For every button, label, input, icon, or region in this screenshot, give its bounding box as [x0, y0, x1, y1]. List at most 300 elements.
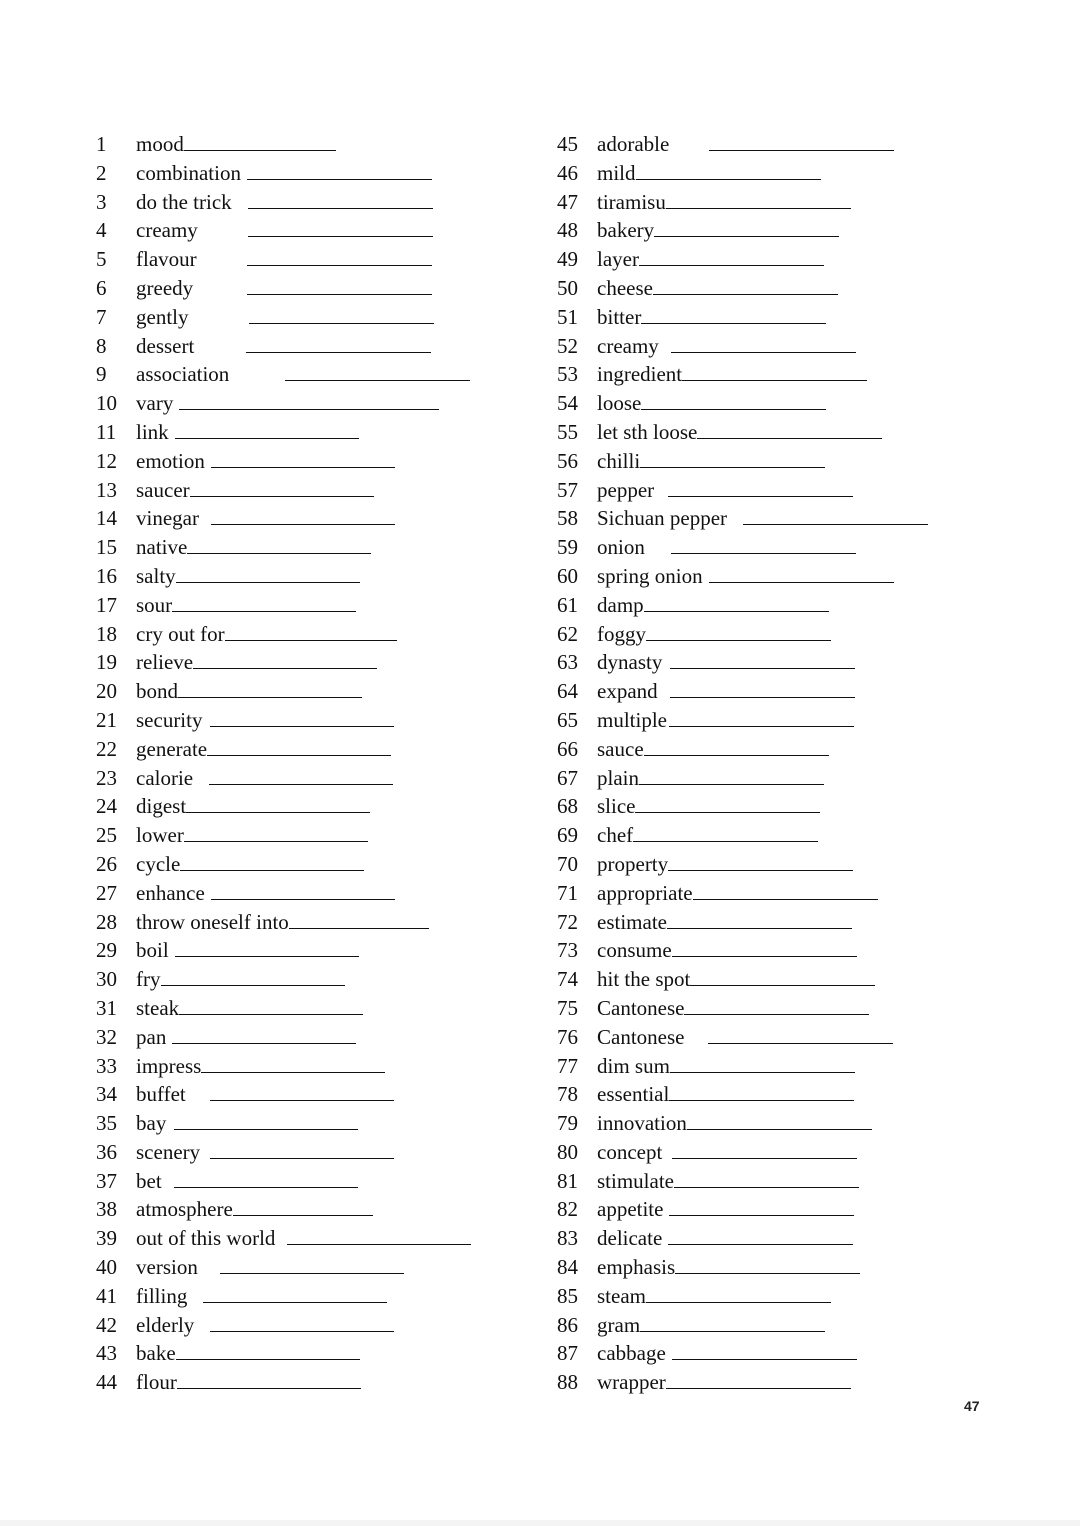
page-bottom-band — [0, 1520, 1080, 1526]
item-number: 14 — [96, 506, 117, 531]
answer-blank[interactable] — [639, 766, 824, 785]
answer-blank[interactable] — [203, 1284, 387, 1303]
vocab-row — [557, 879, 928, 908]
item-term: adorable — [597, 132, 670, 156]
answer-blank[interactable] — [210, 1140, 394, 1159]
item-number: 75 — [557, 995, 578, 1020]
item-term: damp — [597, 592, 644, 617]
item-number: 12 — [96, 448, 117, 473]
vocab-row — [557, 1167, 928, 1196]
vocab-row — [96, 994, 471, 1023]
item-number: 25 — [96, 823, 117, 848]
answer-blank[interactable] — [211, 881, 395, 900]
item-term: bond — [136, 679, 178, 704]
answer-blank[interactable] — [184, 132, 336, 151]
vocab-row — [96, 504, 471, 533]
item-number: 52 — [557, 333, 578, 358]
item-term: relieve — [136, 650, 194, 675]
item-term: wrapper — [597, 1370, 666, 1395]
vocab-row — [96, 821, 471, 850]
item-term: ingredient — [597, 362, 683, 387]
answer-blank[interactable] — [176, 564, 360, 583]
item-term: pan — [136, 1024, 167, 1049]
answer-blank[interactable] — [247, 276, 432, 295]
answer-blank[interactable] — [669, 1197, 854, 1216]
vocab-row — [557, 706, 928, 735]
answer-blank[interactable] — [644, 737, 829, 756]
vocab-row — [96, 216, 471, 245]
answer-blank[interactable] — [210, 708, 394, 727]
answer-blank[interactable] — [174, 1111, 358, 1130]
answer-blank[interactable] — [672, 938, 857, 957]
answer-blank[interactable] — [175, 420, 359, 439]
item-number: 76 — [557, 1024, 578, 1049]
answer-blank[interactable] — [175, 938, 359, 957]
item-number: 49 — [557, 247, 578, 272]
vocab-row — [96, 1023, 471, 1052]
answer-blank[interactable] — [210, 1313, 394, 1332]
item-term: saucer — [136, 477, 190, 502]
answer-blank[interactable] — [641, 391, 826, 410]
answer-blank[interactable] — [654, 218, 839, 237]
vocab-row — [557, 1368, 928, 1397]
vocab-row — [557, 216, 928, 245]
item-term: native — [136, 535, 188, 560]
item-number: 41 — [96, 1283, 117, 1308]
item-number: 38 — [96, 1197, 117, 1222]
vocab-row — [96, 965, 471, 994]
answer-blank[interactable] — [672, 1341, 857, 1360]
item-number: 82 — [557, 1197, 578, 1222]
item-term: chilli — [597, 448, 641, 473]
vocab-row — [557, 1023, 928, 1052]
answer-blank[interactable] — [674, 1169, 859, 1188]
item-number: 16 — [96, 563, 117, 588]
answer-blank[interactable] — [287, 1226, 471, 1245]
item-term: emotion — [136, 448, 205, 473]
item-number: 56 — [557, 448, 578, 473]
answer-blank[interactable] — [176, 1341, 360, 1360]
item-number: 71 — [557, 880, 578, 905]
item-term: onion — [597, 535, 645, 560]
item-term: hit the spot — [597, 967, 691, 992]
item-number: 22 — [96, 736, 117, 761]
vocab-row — [557, 130, 928, 159]
item-term: version — [136, 1255, 198, 1280]
answer-blank[interactable] — [233, 1197, 373, 1216]
item-number: 23 — [96, 765, 117, 790]
answer-blank[interactable] — [671, 334, 856, 353]
vocab-row — [96, 1138, 471, 1167]
vocab-row — [96, 620, 471, 649]
item-number: 42 — [96, 1312, 117, 1337]
answer-blank[interactable] — [670, 650, 855, 669]
item-term: bay — [136, 1111, 167, 1136]
item-term: slice — [597, 794, 636, 819]
vocab-row — [96, 706, 471, 735]
answer-blank[interactable] — [210, 1082, 394, 1101]
item-number: 8 — [96, 333, 107, 358]
item-term: out of this world — [136, 1226, 276, 1251]
vocab-row — [96, 1282, 471, 1311]
item-number: 61 — [557, 592, 578, 617]
vocab-row — [96, 1167, 471, 1196]
item-number: 43 — [96, 1341, 117, 1366]
answer-blank[interactable] — [635, 794, 820, 813]
item-number: 3 — [96, 189, 107, 214]
vocab-row — [557, 677, 928, 706]
answer-blank[interactable] — [646, 622, 831, 641]
item-term: fry — [136, 967, 161, 992]
item-term: bake — [136, 1341, 176, 1366]
answer-blank[interactable] — [641, 305, 826, 324]
vocab-row — [557, 994, 928, 1023]
vocab-row — [557, 360, 928, 389]
item-number: 68 — [557, 794, 578, 819]
answer-blank[interactable] — [693, 881, 878, 900]
item-term: vinegar — [136, 506, 199, 531]
vocab-row — [557, 1080, 928, 1109]
answer-blank[interactable] — [161, 967, 345, 986]
answer-blank[interactable] — [709, 132, 894, 151]
item-number: 60 — [557, 563, 578, 588]
answer-blank[interactable] — [708, 1025, 893, 1044]
answer-blank[interactable] — [201, 1054, 385, 1073]
item-term: gram — [597, 1312, 641, 1337]
vocab-row — [557, 1311, 928, 1340]
vocab-row — [557, 389, 928, 418]
item-term: dim sum — [597, 1053, 670, 1078]
vocab-row — [96, 792, 471, 821]
vocab-row — [96, 1339, 471, 1368]
item-term: bitter — [597, 304, 642, 329]
vocab-row — [557, 965, 928, 994]
item-number: 39 — [96, 1226, 117, 1251]
item-term: innovation — [597, 1111, 687, 1136]
item-term: security — [136, 707, 203, 732]
item-number: 24 — [96, 794, 117, 819]
answer-blank[interactable] — [743, 506, 928, 525]
answer-blank[interactable] — [666, 1370, 851, 1389]
item-number: 11 — [96, 419, 117, 444]
item-term: impress — [136, 1053, 202, 1078]
answer-blank[interactable] — [667, 910, 852, 929]
answer-blank[interactable] — [670, 1054, 855, 1073]
answer-blank[interactable] — [668, 1226, 853, 1245]
item-term: boil — [136, 938, 169, 963]
vocab-row — [557, 418, 928, 447]
item-number: 88 — [557, 1370, 578, 1395]
answer-blank[interactable] — [178, 679, 362, 698]
item-number: 67 — [557, 765, 578, 790]
answer-blank[interactable] — [246, 334, 431, 353]
answer-blank[interactable] — [644, 593, 829, 612]
vocab-row — [557, 850, 928, 879]
item-number: 74 — [557, 967, 578, 992]
answer-blank[interactable] — [187, 535, 371, 554]
item-term: atmosphere — [136, 1197, 233, 1222]
item-number: 20 — [96, 679, 117, 704]
vocab-row — [557, 1224, 928, 1253]
item-number: 9 — [96, 362, 107, 387]
vocab-row — [96, 1253, 471, 1282]
item-term: creamy — [136, 218, 198, 243]
vocab-row — [96, 879, 471, 908]
item-number: 46 — [557, 160, 578, 185]
item-number: 15 — [96, 535, 117, 560]
answer-blank[interactable] — [184, 823, 368, 842]
vocab-row — [557, 1195, 928, 1224]
item-term: concept — [597, 1139, 663, 1164]
item-term: sauce — [597, 736, 644, 761]
answer-blank[interactable] — [639, 247, 824, 266]
item-number: 50 — [557, 275, 578, 300]
item-number: 62 — [557, 621, 578, 646]
item-term: bet — [136, 1168, 162, 1193]
item-number: 27 — [96, 880, 117, 905]
item-term: loose — [597, 391, 642, 416]
item-number: 4 — [96, 218, 107, 243]
vocab-row — [96, 1224, 471, 1253]
item-term: foggy — [597, 621, 646, 646]
item-number: 18 — [96, 621, 117, 646]
answer-blank[interactable] — [179, 391, 439, 410]
answer-blank[interactable] — [640, 1313, 825, 1332]
answer-blank[interactable] — [690, 967, 875, 986]
vocab-row — [557, 1052, 928, 1081]
item-number: 78 — [557, 1082, 578, 1107]
item-number: 70 — [557, 851, 578, 876]
item-term: cry out for — [136, 621, 225, 646]
vocab-row — [96, 303, 471, 332]
item-term: let sth loose — [597, 419, 698, 444]
vocab-row — [96, 1109, 471, 1138]
item-number: 79 — [557, 1111, 578, 1136]
item-term: consume — [597, 938, 672, 963]
item-term: creamy — [597, 333, 659, 358]
vocab-row — [96, 332, 471, 361]
answer-blank[interactable] — [172, 1025, 356, 1044]
vocab-row — [96, 1052, 471, 1081]
item-term: flavour — [136, 247, 197, 272]
answer-blank[interactable] — [207, 737, 391, 756]
answer-blank[interactable] — [211, 506, 395, 525]
vocab-row — [557, 735, 928, 764]
vocab-row — [96, 562, 471, 591]
vocab-row — [557, 159, 928, 188]
item-term: delicate — [597, 1226, 663, 1251]
item-term: tiramisu — [597, 189, 666, 214]
answer-blank[interactable] — [285, 362, 470, 381]
item-number: 57 — [557, 477, 578, 502]
item-term: expand — [597, 679, 658, 704]
item-term: Sichuan pepper — [597, 506, 728, 531]
vocab-row — [557, 1253, 928, 1282]
item-number: 26 — [96, 851, 117, 876]
item-number: 55 — [557, 419, 578, 444]
item-number: 2 — [96, 160, 107, 185]
answer-blank[interactable] — [190, 478, 374, 497]
vocab-row — [96, 1080, 471, 1109]
item-term: multiple — [597, 707, 667, 732]
item-term: generate — [136, 736, 208, 761]
vocab-row — [557, 1282, 928, 1311]
vocab-row — [96, 447, 471, 476]
item-term: association — [136, 362, 230, 387]
vocab-row — [557, 447, 928, 476]
item-term: dessert — [136, 333, 195, 358]
vocab-row — [96, 936, 471, 965]
vocab-row — [557, 620, 928, 649]
answer-blank[interactable] — [640, 449, 825, 468]
item-number: 80 — [557, 1139, 578, 1164]
item-number: 73 — [557, 938, 578, 963]
item-number: 1 — [96, 132, 107, 156]
answer-blank[interactable] — [211, 449, 395, 468]
item-term: link — [136, 419, 169, 444]
answer-blank[interactable] — [636, 161, 821, 180]
answer-blank[interactable] — [669, 708, 854, 727]
vocab-row — [557, 1138, 928, 1167]
item-term: enhance — [136, 880, 205, 905]
answer-blank[interactable] — [668, 852, 853, 871]
answer-blank[interactable] — [671, 535, 856, 554]
vocab-row — [96, 533, 471, 562]
item-number: 85 — [557, 1283, 578, 1308]
vocab-row — [96, 389, 471, 418]
item-term: essential — [597, 1082, 670, 1107]
item-term: lower — [136, 823, 184, 848]
item-term: elderly — [136, 1312, 195, 1337]
answer-blank[interactable] — [684, 996, 869, 1015]
answer-blank[interactable] — [193, 650, 377, 669]
vocab-row — [557, 1109, 928, 1138]
vocab-row — [557, 648, 928, 677]
answer-blank[interactable] — [172, 593, 356, 612]
item-term: spring onion — [597, 563, 703, 588]
answer-blank[interactable] — [179, 996, 363, 1015]
item-term: combination — [136, 160, 241, 185]
item-term: property — [597, 851, 669, 876]
item-term: Cantonese — [597, 1024, 685, 1049]
item-term: bakery — [597, 218, 655, 243]
item-term: calorie — [136, 765, 194, 790]
vocab-row — [557, 245, 928, 274]
right-column — [557, 130, 928, 1397]
item-term: gently — [136, 304, 189, 329]
answer-blank[interactable] — [709, 564, 894, 583]
item-number: 29 — [96, 938, 117, 963]
answer-blank[interactable] — [249, 305, 434, 324]
item-term: mood — [136, 132, 184, 156]
answer-blank[interactable] — [289, 910, 429, 929]
item-term: Cantonese — [597, 995, 685, 1020]
item-number: 30 — [96, 967, 117, 992]
item-number: 59 — [557, 535, 578, 560]
item-term: cheese — [597, 275, 653, 300]
item-number: 77 — [557, 1053, 578, 1078]
item-number: 84 — [557, 1255, 578, 1280]
item-term: scenery — [136, 1139, 201, 1164]
item-term: chef — [597, 823, 634, 848]
item-number: 54 — [557, 391, 578, 416]
answer-blank[interactable] — [675, 1255, 860, 1274]
item-term: filling — [136, 1283, 188, 1308]
item-number: 65 — [557, 707, 578, 732]
page-number: 47 — [964, 1398, 980, 1414]
vocab-row — [557, 504, 928, 533]
answer-blank[interactable] — [687, 1111, 872, 1130]
item-term: cycle — [136, 851, 181, 876]
item-number: 83 — [557, 1226, 578, 1251]
answer-blank[interactable] — [177, 1370, 361, 1389]
vocab-row — [557, 188, 928, 217]
item-number: 51 — [557, 304, 578, 329]
answer-blank[interactable] — [633, 823, 818, 842]
answer-blank[interactable] — [248, 190, 433, 209]
answer-blank[interactable] — [220, 1255, 404, 1274]
item-term: layer — [597, 247, 639, 272]
answer-blank[interactable] — [666, 190, 851, 209]
item-number: 33 — [96, 1053, 117, 1078]
vocab-row — [96, 188, 471, 217]
item-term: sour — [136, 592, 173, 617]
vocab-row — [557, 274, 928, 303]
answer-blank[interactable] — [225, 622, 397, 641]
answer-blank[interactable] — [209, 766, 393, 785]
answer-blank[interactable] — [697, 420, 882, 439]
item-number: 69 — [557, 823, 578, 848]
item-number: 66 — [557, 736, 578, 761]
item-number: 28 — [96, 909, 117, 934]
item-term: digest — [136, 794, 187, 819]
item-number: 35 — [96, 1111, 117, 1136]
item-term: dynasty — [597, 650, 663, 675]
left-column — [96, 130, 471, 1397]
answer-blank[interactable] — [653, 276, 838, 295]
answer-blank[interactable] — [646, 1284, 831, 1303]
vocab-row — [96, 591, 471, 620]
answer-blank[interactable] — [672, 1140, 857, 1159]
answer-blank[interactable] — [180, 852, 364, 871]
vocab-row — [557, 1339, 928, 1368]
vocab-row — [557, 908, 928, 937]
item-number: 13 — [96, 477, 117, 502]
answer-blank[interactable] — [248, 218, 433, 237]
item-term: plain — [597, 765, 639, 790]
answer-blank[interactable] — [247, 247, 432, 266]
vocab-row — [557, 936, 928, 965]
answer-blank[interactable] — [682, 362, 867, 381]
item-number: 45 — [557, 132, 578, 156]
answer-blank[interactable] — [668, 478, 853, 497]
vocab-row — [557, 764, 928, 793]
answer-blank[interactable] — [247, 161, 432, 180]
vocab-row — [96, 418, 471, 447]
answer-blank[interactable] — [669, 1082, 854, 1101]
item-term: throw oneself into — [136, 909, 289, 934]
vocab-row — [96, 735, 471, 764]
item-number: 48 — [557, 218, 578, 243]
item-number: 6 — [96, 275, 107, 300]
answer-blank[interactable] — [670, 679, 855, 698]
item-number: 86 — [557, 1312, 578, 1337]
vocab-row — [96, 360, 471, 389]
vocab-row — [557, 332, 928, 361]
answer-blank[interactable] — [174, 1169, 358, 1188]
answer-blank[interactable] — [186, 794, 370, 813]
vocab-row — [96, 850, 471, 879]
